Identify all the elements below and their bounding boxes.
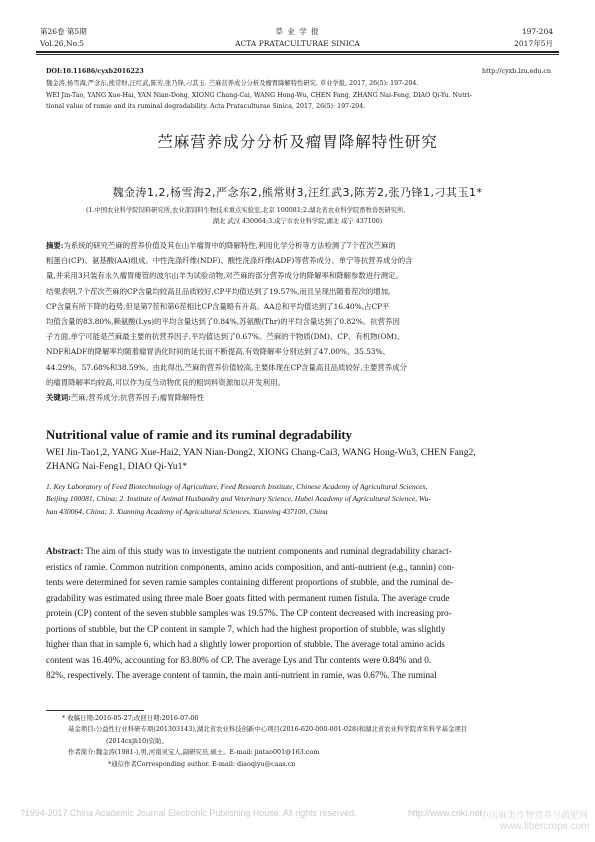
logo-watermark-url: www.fibercrops.com [500,821,590,832]
author-list-en-line1: WEI Jin-Tao1,2, YANG Xue-Hai2, YAN Nian-Dong2, XIONG Chang-Cai3, WANG Hong-Wu3, CHEN Fang2, [46,447,476,458]
abstract-cn-label: 摘要: [46,241,64,250]
citation-en-line2: tional value of ramie and its ruminal degradability. Acta Prataculturae Sinica, 2017, 26(5): 197-204. [46,103,366,110]
journal-url[interactable]: http://cyxb.lzu.edu.cn [482,68,551,75]
journal-name-en: ACTA PRATACULTURAE SINICA [235,39,360,48]
affiliation-en [46,481,560,518]
keywords-cn-label: 关键词: [46,393,71,403]
affiliation-en-line: han 430064, China; 3. Xianning Academy of Agricultural Sciences, Xianning 437100, China [46,506,328,516]
author-list-en-line2: ZHANG Nai-Feng1, DIAO Qi-Yu1* [46,461,188,472]
logo-watermark-text: 中国麻类作物营养与疏肥网 [480,810,589,820]
abstract-cn-line: CP含量有所下降的趋势,但是第7茬和第6茬相比CP含量略有升高。AA总和平均值达到了16.40%,占CP平 [46,301,390,311]
volume-issue-en: Vol.26,No.5 [40,39,85,48]
abstract-cn-line: 的瘤胃降解率均较高,可以作为反刍动物优良的粗饲料资源加以开发利用。 [46,377,285,387]
abstract-cn-line: 子方面,单宁可能是苎麻最主要的抗营养因子,平均值达到了0.67%。苎麻的干物质(DM)、CP、有机物(OM)、 [46,332,405,342]
abstract-cn-line: 均值含量的83.80%,赖氨酸(Lys)的平均含量达到了0.84%,苏氨酸(Thr)的平均含量达到了0.82%。抗营养因 [46,317,400,327]
header-rule-top [36,51,559,53]
affiliation-en-line: 1. Key Laboratory of Feed Biotechnology of Agriculture, Feed Research Institute, Chinese Academy of Agricultural Sciences, [46,482,428,491]
corresponding-author: *通信作者Corresponding author. E-mail: diaoqiyu@caas.cn [108,759,296,768]
english-title: Nutritional value of ramie and its ruminal degradability [46,428,353,442]
footnote-rule [46,710,144,711]
abstract-cn-line: 粗蛋白(CP)、氨基酸(AA)组成、中性洗涤纤维(NDF)、酸性洗涤纤维(ADF)等营养成分、单宁等抗营养成分的含 [46,256,413,266]
affiliation-en-line: Beijing 100081, China; 2. Institute of Animal Husbandry and Veterinary Science, Hubei Academy of Agricultural Science, Wu- [46,494,432,504]
abstract-en-line: 82%, respectively. The average content of tannin, the main anti-nutrient in ramie, was 0.67%. The ruminal [46,670,437,680]
abstract-cn-line: 量,并采用3只装有永久瘤胃瘘管的波尔山羊为试验动物,对苎麻的部分营养成分的降解率和降解参数进行测定。 [46,271,403,281]
abstract-en-line: protein (CP) content of the seven stubble samples was 19.57%. The CP content decreased with increasing pro- [46,608,452,618]
doi: DOI:10.11686/cyxb2016223 [46,68,144,75]
received-dates: * 收稿日期:2016-05-27;改回日期:2016-07-06 [62,714,199,722]
author-list-cn: 魏金涛1,2,杨雪海2,严念东2,熊常财3,汪红武3,陈芳2,张乃锋1,刁其玉1* [112,186,483,199]
abstract-en-label: Abstract: [46,546,84,556]
footnotes [62,713,562,770]
abstract-en-line: higher than that in sample 6, which had a slightly lower proportion of stubble. The average total amino acids [46,639,445,649]
fund-info-cont: (2014cxjh10)资助。 [106,736,168,745]
abstract-cn [46,238,558,405]
affiliation-cn-line1: (1.中国农业科学院饲料研究所,农业部饲料生物技术重点实验室,北京 100081;2.湖北省农业科学院畜牧兽医研究所, [86,207,406,214]
keywords-cn: 苎麻;营养成分;抗营养因子;瘤胃降解特性 [70,393,205,403]
abstract-cn-line: 44.29%、57.68%和38.59%。由此得出,苎麻的营养价值较高,主要体现在CP含量高且品质较好,主要营养成分 [46,362,407,372]
citation-cn: 魏金涛,杨雪海,严念东,熊常财,汪红武,陈芳,张乃锋,刁其玉. 苎麻营养成分分析及瘤胃降解特性研究. 草业学报, 2017, 26(5): 197-204. [46,80,419,87]
journal-name-cn: 草 业 学 报 [275,27,320,36]
citation-en-line1: WEI Jin-Tao, YANG Xue-Hai, YAN Nian-Dong, XIONG Chang-Cai, WANG Hong-Wu, CHEN Fang, ZHANG Nai-Feng, DIAO Qi-Yu. Nutri- [46,92,472,99]
affiliation-cn-line2: 湖北 武汉 430064;3.咸宁市农业科学院,湖北 咸宁 437100) [212,218,383,225]
abstract-en-line: The aim of this study was to investigate the nutrient components and ruminal degradability charact- [83,546,452,556]
header-rule-bottom [36,54,559,55]
abstract-en-line: gradability was estimated using three male Boer goats fitted with permanent rumen fistula. The average crude [46,592,450,603]
copyright-watermark: ?1994-2017 China Academic Journal Electronic Publishing House. All rights reserved. [20,808,357,818]
abstract-en-line: tents were determined for seven ramie samples containing different proportions of stubble, and the ruminal de- [46,577,454,587]
publication-date: 2017年5月 [514,39,553,48]
abstract-cn-line: 为系统的研究苎麻的营养价值及其在山羊瘤胃中的降解特性,利用化学分析等方法检测了7个茬次苎麻的 [63,241,396,250]
abstract-en-line: portions of stubble, but the CP content in sample 7, which had the highest proportion of stubble, was slightly [46,623,446,634]
fund-info: 基金项目:公益性行业科研专项(201303143),湖北省农业科技创新中心项目(2016-620-000-001-028)和湖北省农业科学院青年科学基金项目 [68,725,468,734]
abstract-en [46,544,560,684]
page-title: 苎麻营养成分分析及瘤胃降解特性研究 [157,133,438,151]
abstract-en-line: content was 16.40%, accounting for 83.80% of CP. The average Lys and Thr contents were 0.84% and 0. [46,654,432,665]
abstract-cn-line: NDF和ADF的降解率均随着瘤胃消化时间的延长而不断提高,有效降解率分别达到了47.00%、35.53%、 [46,347,390,357]
page-range: 197-204 [521,27,553,36]
abstract-cn-line: 结果表明,7个茬次苎麻的CP含量均较高且品质较好,CP平均值达到了19.57%,而且呈现出随着茬次的增加, [46,286,391,296]
abstract-en-line: eristics of ramie. Common nutrition components, amino acids composition, and anti-nutrient (e.g., tannin) con- [46,561,455,572]
author-bio: 作者简介:魏金涛(1981-),男,河南灵宝人,副研究员,硕士。E-mail: jintao001@163.com [68,748,320,757]
cnki-url[interactable]: http://www.cnki.net [408,808,482,818]
volume-issue: 第26卷 第5期 [40,27,87,36]
